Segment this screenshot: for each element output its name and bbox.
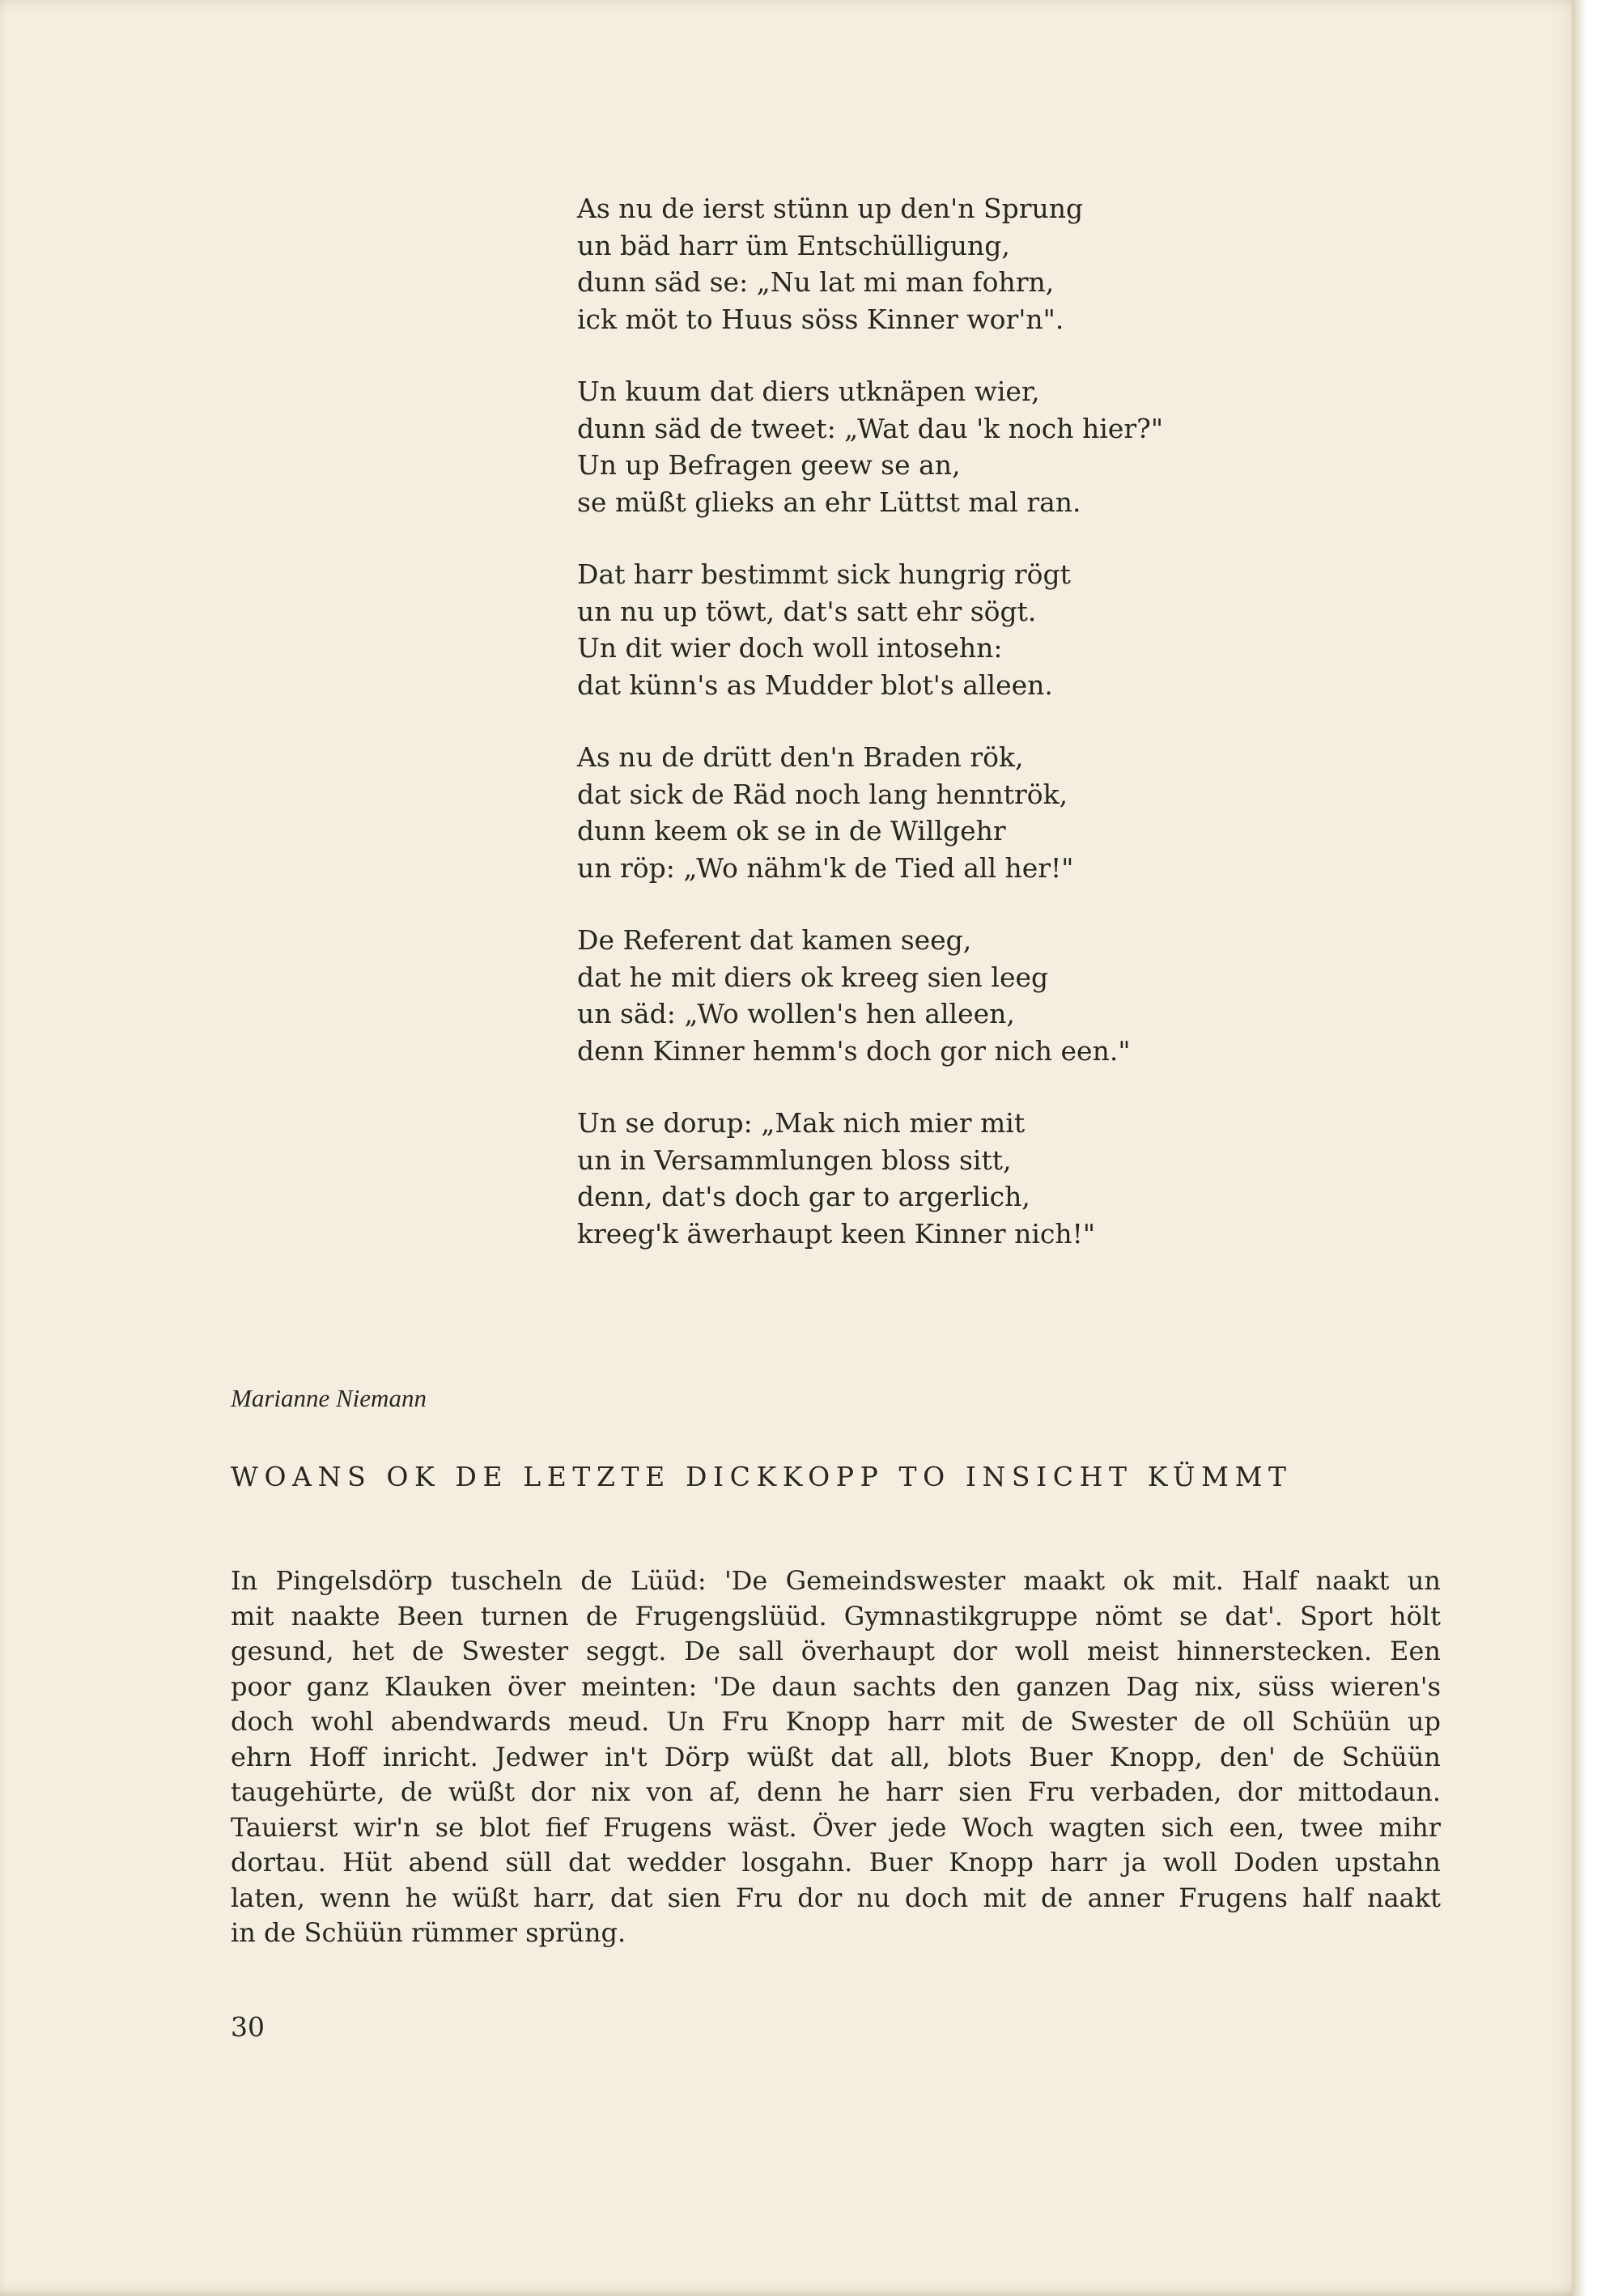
poem-line: se müßt glieks an ehr Lüttst mal ran. [577, 486, 1081, 518]
poem-line: kreeg'k äwerhaupt keen Kinner nich!" [577, 1217, 1096, 1250]
page-edge [1572, 0, 1586, 2296]
poem-line: dunn säd se: „Nu lat mi man fohrn, [577, 266, 1055, 298]
poem-stanza [577, 373, 1192, 520]
poem-stanza [577, 922, 1192, 1069]
paragraph-line: laten, wenn he wüßt harr, dat sien Fru dor nu doch mit de anner Frugens half naakt [231, 1882, 1441, 1913]
paragraph-line: poor ganz Klauken över meinten: 'De daun sachts den ganzen Dag nix, süss wieren's [231, 1670, 1441, 1702]
paragraph-line: mit naakte Been turnen de Frugengslüüd. Gymnastikgruppe nömt se dat'. Sport hölt [231, 1600, 1441, 1632]
paragraph-line: ehrn Hoff inricht. Jedwer in't Dörp wüßt dat all, blots Buer Knopp, den' de Schüün [231, 1741, 1441, 1772]
poem-line: un nu up töwt, dat's satt ehr sögt. [577, 595, 1037, 627]
paragraph-line: Tauierst wir'n se blot fief Frugens wäst. Över jede Woch wagten sich een, twee mihr [231, 1811, 1441, 1843]
paragraph-line: In Pingelsdörp tuscheln de Lüüd: 'De Gemeindswester maakt ok mit. Half naakt un [231, 1565, 1441, 1596]
page-number: 30 [231, 2011, 265, 2043]
poem-line: Un se dorup: „Mak nich mier mit [577, 1107, 1026, 1139]
poem [577, 190, 1192, 1288]
poem-line: un bäd harr üm Entschülligung, [577, 229, 1010, 261]
poem-line: un in Versammlungen bloss sitt, [577, 1144, 1012, 1176]
poem-line: un säd: „Wo wollen's hen alleen, [577, 998, 1015, 1029]
poem-line: Dat harr bestimmt sick hungrig rögt [577, 558, 1071, 590]
author-name: Marianne Niemann [231, 1384, 427, 1412]
poem-stanza [577, 1105, 1192, 1252]
poem-line: un röp: „Wo nähm'k de Tied all her!" [577, 851, 1074, 884]
poem-line: Un kuum dat diers utknäpen wier, [577, 376, 1040, 407]
paragraph-line: dortau. Hüt abend süll dat wedder losgahn. Buer Knopp harr ja woll Doden upstahn [231, 1847, 1441, 1878]
poem-line: As nu de ierst stünn up den'n Sprung [577, 193, 1084, 224]
poem-line: dat he mit diers ok kreeg sien leeg [577, 961, 1049, 993]
paragraph-line: doch wohl abendwards meud. Un Fru Knopp harr mit de Swester de oll Schüün up [231, 1706, 1441, 1737]
paragraph-line: gesund, het de Swester seggt. De sall överhaupt dor woll meist hinnerstecken. Een [231, 1636, 1441, 1666]
poem-line: De Referent dat kamen seeg, [577, 924, 972, 956]
poem-stanza [577, 556, 1192, 703]
poem-line: denn, dat's doch gar to argerlich, [577, 1181, 1030, 1212]
poem-line: dat sick de Räd noch lang henntrök, [577, 778, 1068, 810]
poem-stanza [577, 739, 1192, 886]
poem-line: denn Kinner hemm's doch gor nich een." [577, 1034, 1131, 1067]
poem-line: As nu de drütt den'n Braden rök, [577, 741, 1024, 773]
poem-line: dunn säd de tweet: „Wat dau 'k noch hier?" [577, 412, 1164, 444]
poem-stanza [577, 190, 1192, 337]
poem-line: dunn keem ok se in de Willgehr [577, 815, 1006, 847]
poem-line: dat künn's as Mudder blot's alleen. [577, 668, 1053, 701]
paragraph-line: taugehürte, de wüßt dor nix von af, denn he harr sien Fru verbaden, dor mittodaun. [231, 1776, 1441, 1807]
poem-line: ick möt to Huus söss Kinner wor'n". [577, 303, 1064, 335]
story-title: WOANS OK DE LETZTE DICKKOPP TO INSICHT KÜMMT [231, 1461, 1293, 1492]
paragraph-line: in de Schüün rümmer sprüng. [231, 1917, 626, 1948]
poem-line: Un up Befragen geew se an, [577, 449, 961, 481]
story-paragraph [231, 1564, 1441, 1951]
poem-line: Un dit wier doch woll intosehn: [577, 632, 1003, 664]
